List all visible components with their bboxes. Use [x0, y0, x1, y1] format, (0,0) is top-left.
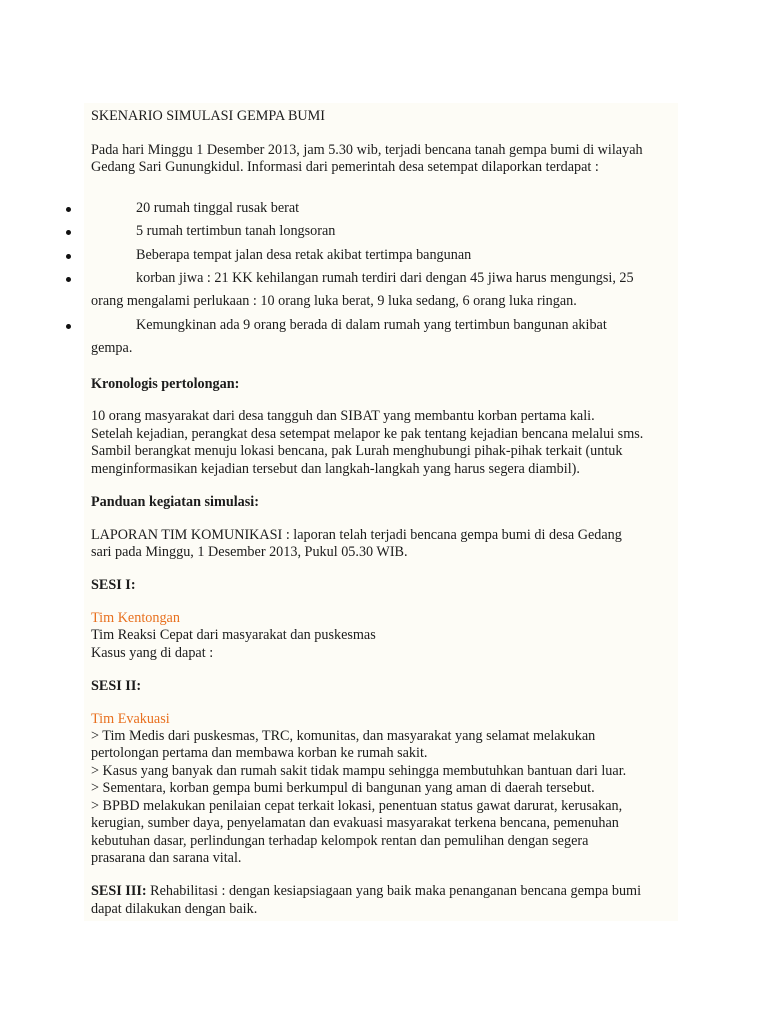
list-item-text: 20 rumah tinggal rusak berat	[136, 200, 300, 216]
section-heading-sesi-1: SESI I:	[91, 577, 136, 593]
section-heading-sesi-3: SESI III:	[91, 883, 147, 899]
sesi-1-line: Kasus yang di dapat :	[91, 645, 214, 661]
team-name-evakuasi: Tim Evakuasi	[91, 711, 170, 727]
section-heading-panduan: Panduan kegiatan simulasi:	[91, 494, 259, 510]
sesi-3-line-1	[91, 883, 641, 901]
bullet-icon	[66, 277, 71, 282]
kronologis-line: Setelah kejadian, perangkat desa setempat melapor ke pak tentang kejadian bencana melalui sms.	[91, 426, 644, 442]
list-item-text: gempa.	[91, 340, 133, 356]
panduan-line: LAPORAN TIM KOMUNIKASI : laporan telah terjadi bencana gempa bumi di desa Gedang	[91, 527, 622, 543]
bullet-icon	[66, 207, 71, 212]
sesi-2-line: pertolongan pertama dan membawa korban ke rumah sakit.	[91, 745, 428, 761]
sesi-2-line: > Kasus yang banyak dan rumah sakit tidak mampu sehingga membutuhkan bantuan dari luar.	[91, 763, 627, 779]
list-item-text: Kemungkinan ada 9 orang berada di dalam rumah yang tertimbun bangunan akibat	[136, 317, 607, 333]
sesi-2-line: prasarana dan sarana vital.	[91, 850, 242, 866]
kronologis-line: Sambil berangkat menuju lokasi bencana, pak Lurah menghubungi pihak-pihak terkait (untuk	[91, 443, 623, 459]
kronologis-line: 10 orang masyarakat dari desa tangguh dan SIBAT yang membantu korban pertama kali.	[91, 408, 595, 424]
bullet-icon	[66, 230, 71, 235]
sesi-2-line: kerugian, sumber daya, penyelamatan dan evakuasi masyarakat terkena bencana, pemenuhan	[91, 815, 619, 831]
list-item-text: korban jiwa : 21 KK kehilangan rumah terdiri dari dengan 45 jiwa harus mengungsi, 25	[136, 270, 634, 286]
sesi-2-line: > Tim Medis dari puskesmas, TRC, komunitas, dan masyarakat yang selamat melakukan	[91, 728, 596, 744]
sesi-1-line: Tim Reaksi Cepat dari masyarakat dan puskesmas	[91, 627, 376, 643]
sesi-2-line: > Sementara, korban gempa bumi berkumpul di bangunan yang aman di daerah tersebut.	[91, 780, 595, 796]
intro-line-2: Gedang Sari Gunungkidul. Informasi dari pemerintah desa setempat dilaporkan terdapat :	[91, 159, 599, 175]
sesi-2-line: kebutuhan dasar, perlindungan terhadap kelompok rentan dan pemulihan dengan segera	[91, 833, 589, 849]
panduan-line: sari pada Minggu, 1 Desember 2013, Pukul 05.30 WIB.	[91, 544, 408, 560]
sesi-2-line: > BPBD melakukan penilaian cepat terkait lokasi, penentuan status gawat darurat, kerusakan,	[91, 798, 623, 814]
bullet-icon	[66, 254, 71, 259]
bullet-icon	[66, 324, 71, 329]
list-item-text: Beberapa tempat jalan desa retak akibat tertimpa bangunan	[136, 247, 472, 263]
sesi-3-text: Rehabilitasi : dengan kesiapsiagaan yang baik maka penanganan bencana gempa bumi	[146, 883, 642, 899]
list-item-text: orang mengalami perlukaan : 10 orang luka berat, 9 luka sedang, 6 orang luka ringan.	[91, 293, 577, 309]
list-item-text: 5 rumah tertimbun tanah longsoran	[136, 223, 336, 239]
kronologis-line: menginformasikan kejadian tersebut dan langkah-langkah yang harus segera diambil).	[91, 461, 580, 477]
sesi-3-line-2: dapat dilakukan dengan baik.	[91, 901, 258, 917]
intro-line-1: Pada hari Minggu 1 Desember 2013, jam 5.30 wib, terjadi bencana tanah gempa bumi di wilayah	[91, 142, 643, 158]
team-name-kentongan: Tim Kentongan	[91, 610, 180, 626]
section-heading-sesi-2: SESI II:	[91, 678, 142, 694]
section-heading-kronologis: Kronologis pertolongan:	[91, 376, 240, 392]
document-title: SKENARIO SIMULASI GEMPA BUMI	[91, 108, 325, 124]
